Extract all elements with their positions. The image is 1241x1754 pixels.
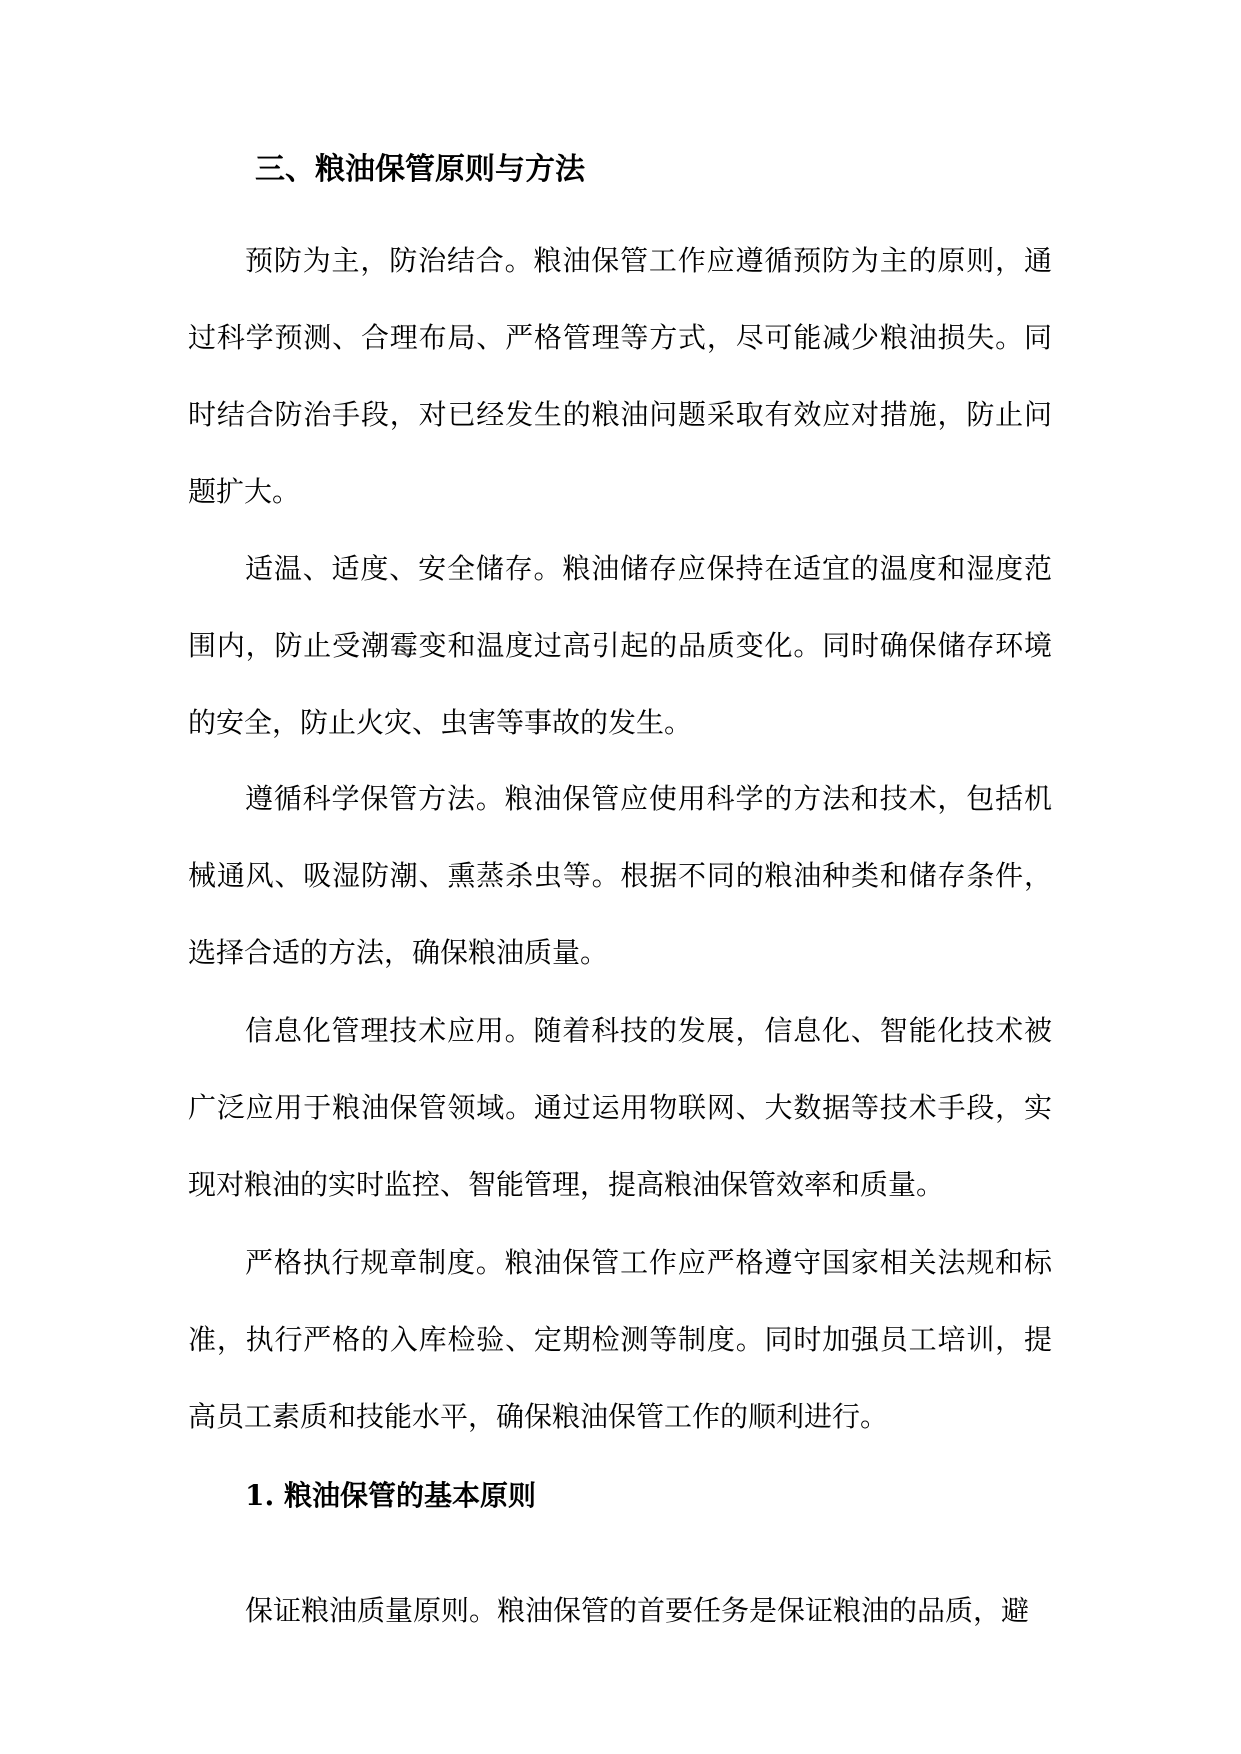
paragraph-information-technology: 信息化管理技术应用。随着科技的发展，信息化、智能化技术被广泛应用于粮油保管领域。通过运用物联网、大数据等技术手段，实现对粮油的实时监控、智能管理，提高粮油保管效率和质量。 [188, 1014, 1052, 1201]
section-heading: 三、粮油保管原则与方法 [255, 152, 585, 187]
paragraph-regulations: 严格执行规章制度。粮油保管工作应严格遵守国家相关法规和标准，执行严格的入库检验、定期检测等制度。同时加强员工培训，提高员工素质和技能水平，确保粮油保管工作的顺利进行。 [188, 1246, 1052, 1433]
paragraph-storage-conditions: 适温、适度、安全储存。粮油储存应保持在适宜的温度和湿度范围内，防止受潮霉变和温度过高引起的品质变化。同时确保储存环境的安全，防止火灾、虫害等事故的发生。 [188, 552, 1052, 739]
paragraph-scientific-methods: 遵循科学保管方法。粮油保管应使用科学的方法和技术，包括机械通风、吸湿防潮、熏蒸杀虫等。根据不同的粮油种类和储存条件，选择合适的方法，确保粮油质量。 [188, 782, 1052, 969]
paragraph-prevention: 预防为主，防治结合。粮油保管工作应遵循预防为主的原则，通过科学预测、合理布局、严格管理等方式，尽可能减少粮油损失。同时结合防治手段，对已经发生的粮油问题采取有效应对措施，防止问题扩大。 [188, 244, 1052, 508]
paragraph-quality-principle: 保证粮油质量原则。粮油保管的首要任务是保证粮油的品质，避 [245, 1594, 1030, 1627]
subsection-heading: 1. 粮油保管的基本原则 [245, 1479, 536, 1512]
